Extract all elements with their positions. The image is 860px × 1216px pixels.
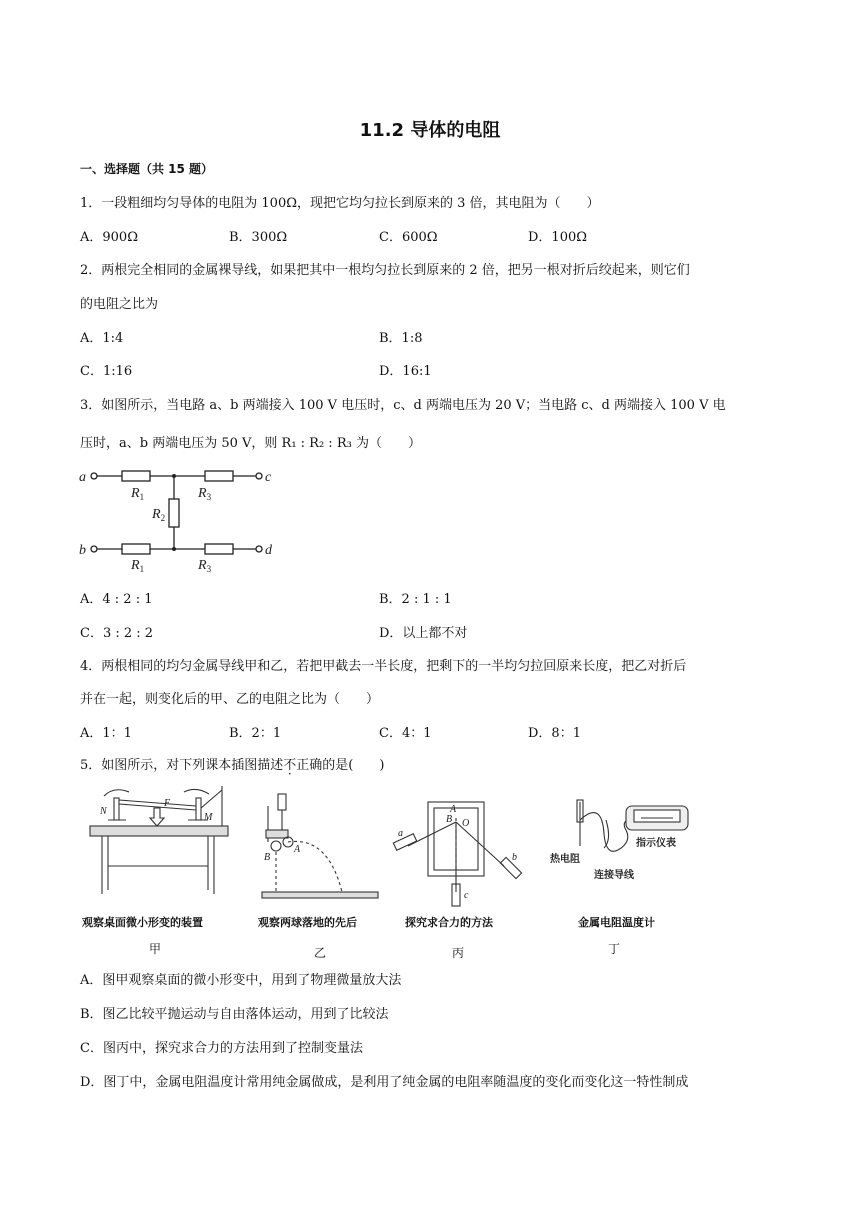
fig-ding-caption: 金属电阻温度计 bbox=[578, 916, 655, 929]
q2-option-a: A．1:4 bbox=[80, 331, 124, 346]
terminal-d-label: d bbox=[265, 543, 272, 558]
q5-option-c: C．图丙中，探究求合力的方法用到了控制变量法 bbox=[80, 1041, 363, 1056]
q1-option-c: C．600Ω bbox=[379, 230, 438, 245]
q3-stem-line1: 3．如图所示，当电路 a、b 两端接入 100 V 电压时，c、d 两端电压为 20 V；当电路 c、d 两端接入 100 V 电 bbox=[80, 398, 726, 413]
fig-yi-b-label: B bbox=[264, 852, 271, 863]
figure-bing-force-composition bbox=[384, 798, 524, 910]
terminal-a-label: a bbox=[79, 470, 86, 485]
figure-jia-desk-deformation bbox=[84, 786, 234, 908]
q1-option-b: B．300Ω bbox=[229, 230, 288, 245]
q3-stem-line2: 压时，a、b 两端电压为 50 V，则 R₁ : R₂ : R₃ 为（ ） bbox=[80, 436, 421, 451]
section-heading: 一、选择题（共 15 题） bbox=[80, 162, 214, 176]
q1-option-d: D．100Ω bbox=[528, 230, 588, 245]
fig-jia-label: 甲 bbox=[149, 942, 162, 956]
q4-stem-line1: 4．两根相同的均匀金属导线甲和乙，若把甲截去一半长度，把剩下的一半均匀拉回原来长度，把乙对折后 bbox=[80, 659, 687, 674]
q5-option-d: D．图丁中，金属电阻温度计常用纯金属做成，是利用了纯金属的电阻率随温度的变化而变化这一特性制成 bbox=[80, 1075, 689, 1090]
q3-option-a: A．4 : 2 : 1 bbox=[80, 592, 153, 607]
r3-bottom-label: $R_3$ bbox=[198, 558, 212, 574]
q5-stem: 5．如图所示，对下列课本插图描述不正确的是( ) bbox=[80, 758, 385, 773]
q4-option-a: A．1：1 bbox=[80, 726, 132, 741]
fig-ding-thermistor-label: 热电阻 bbox=[550, 854, 580, 865]
fig-ding-wire-label: 连接导线 bbox=[594, 870, 634, 881]
fig-bing-b-point-label: B bbox=[446, 814, 453, 825]
fig-bing-o-label: O bbox=[462, 818, 470, 829]
fig-bing-sb-label: b bbox=[512, 852, 517, 863]
q5-option-b: B．图乙比较平抛运动与自由落体运动，用到了比较法 bbox=[80, 1007, 389, 1022]
r1-top-label: $R_1$ bbox=[131, 486, 145, 502]
q4-option-d: D．8：1 bbox=[528, 726, 581, 741]
q3-option-b: B．2 : 1 : 1 bbox=[379, 592, 452, 607]
fig-bing-caption: 探究求合力的方法 bbox=[405, 916, 493, 929]
figure-yi-two-balls bbox=[258, 786, 382, 908]
fig-yi-label: 乙 bbox=[314, 946, 327, 960]
fig-bing-sc-label: c bbox=[464, 890, 469, 901]
q2-stem-line1: 2．两根完全相同的金属裸导线，如果把其中一根均匀拉长到原来的 2 倍，把另一根对折后绞起来，则它们 bbox=[80, 263, 690, 278]
fig-ding-meter-label: 指示仪表 bbox=[636, 838, 676, 849]
q3-circuit-diagram bbox=[78, 462, 278, 574]
q1-option-a: A．900Ω bbox=[80, 230, 138, 245]
fig-jia-m-label: M bbox=[204, 812, 213, 823]
fig-bing-label: 丙 bbox=[452, 946, 465, 960]
q4-stem-line2: 并在一起，则变化后的甲、乙的电阻之比为（ ） bbox=[80, 692, 380, 707]
q3-option-c: C．3 : 2 : 2 bbox=[80, 626, 154, 641]
q3-option-d: D．以上都不对 bbox=[379, 626, 468, 641]
fig-bing-a-label: A bbox=[450, 804, 457, 815]
r3-top-label: $R_3$ bbox=[198, 486, 212, 502]
fig-jia-f-label: F bbox=[164, 798, 171, 809]
q2-option-b: B．1:8 bbox=[379, 331, 423, 346]
q2-option-d: D．16:1 bbox=[379, 364, 432, 379]
r1-bottom-label: $R_1$ bbox=[131, 558, 145, 574]
page-title: 11.2 导体的电阻 bbox=[359, 120, 501, 141]
q1-stem: 1．一段粗细均匀导体的电阻为 100Ω，现把它均匀拉长到原来的 3 倍，其电阻为（ ） bbox=[80, 196, 600, 211]
q2-option-c: C．1:16 bbox=[80, 364, 133, 379]
fig-yi-caption: 观察两球落地的先后 bbox=[258, 916, 357, 929]
fig-bing-sa-label: a bbox=[398, 828, 403, 839]
r2-label: $R_2$ bbox=[152, 507, 166, 523]
terminal-c-label: c bbox=[265, 470, 272, 485]
q2-stem-line2: 的电阻之比为 bbox=[80, 297, 159, 312]
figure-ding-resistance-thermometer bbox=[546, 790, 706, 890]
q4-option-b: B．2：1 bbox=[229, 726, 282, 741]
q4-option-c: C．4：1 bbox=[379, 726, 432, 741]
fig-jia-caption: 观察桌面微小形变的装置 bbox=[82, 916, 203, 929]
fig-ding-label: 丁 bbox=[608, 942, 621, 956]
terminal-b-label: b bbox=[79, 543, 86, 558]
q5-option-a: A．图甲观察桌面的微小形变中，用到了物理微量放大法 bbox=[80, 973, 402, 988]
fig-yi-a-label: A bbox=[294, 844, 301, 855]
fig-jia-n-label: N bbox=[100, 806, 107, 817]
